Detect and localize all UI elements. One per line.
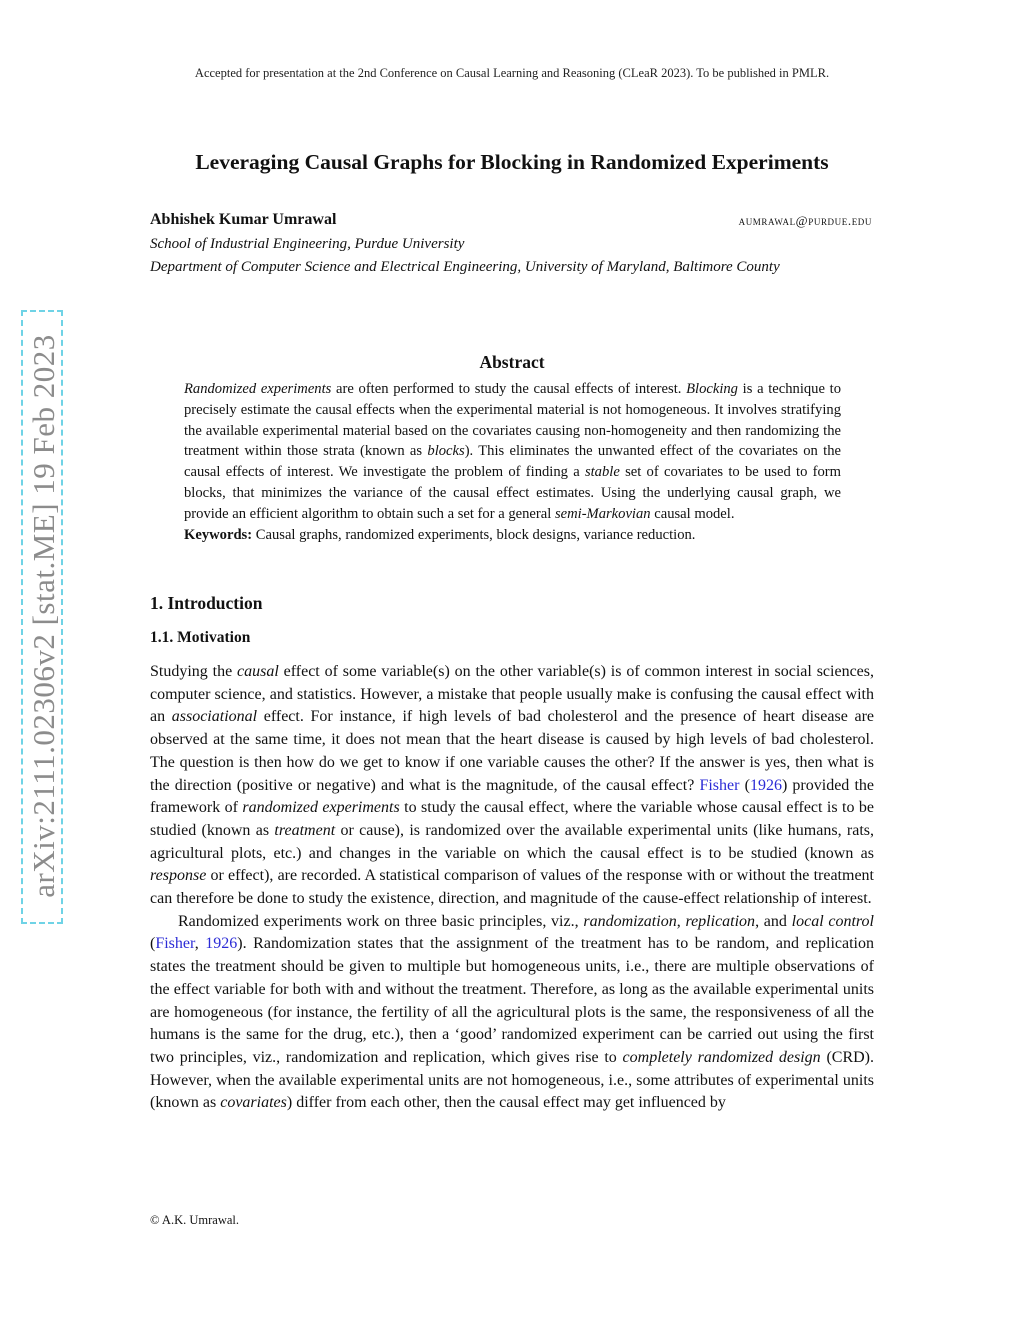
p2-em-randomization: randomization — [583, 912, 677, 930]
subsection-heading-motivation: 1.1. Motivation — [150, 629, 251, 646]
p2-em-local-control: local control — [791, 912, 874, 930]
abstract-em-blocking: Blocking — [686, 381, 738, 397]
p2-cite-sep: , — [194, 935, 206, 953]
intro-paragraph-1 — [150, 661, 874, 911]
abstract-text-1: are often performed to study the causal effects of interest. — [331, 381, 687, 397]
abstract-text-5: causal model. — [650, 505, 735, 522]
p1-em-treatment: treatment — [274, 821, 336, 839]
p1-cite-close: ) — [781, 776, 788, 794]
abstract-text-4: set of covariates to be used to form blocks, that minimizes the variance of the causal effect estimates. Using the underlying causal graph, we provide an efficient algorithm to obtain such a set for a general — [184, 464, 841, 522]
abstract-em-blocks: blocks — [427, 443, 465, 460]
arxiv-identifier[interactable]: arXiv:2111.02306v2 [stat.ME] 19 Feb 2023 — [26, 334, 61, 898]
abstract-text-3: ). This eliminates the unwanted effect of the covariates on the causal effects of interest. We investigate the problem of finding a — [184, 443, 841, 481]
abstract-text-2: is a technique to precisely estimate the causal effects when the experimental material is not homogeneous. It involves stratifying the available experimental material based on the covariates causing non-homogeneity and then randomizing the treatment within those strata (known as — [184, 381, 841, 460]
section-heading-introduction: 1. Introduction — [150, 593, 263, 613]
paper-title: Leveraging Causal Graphs for Blocking in Randomized Experiments — [195, 150, 829, 174]
abstract-em-randomized: Randomized experiments — [184, 381, 332, 397]
abstract-paragraph — [184, 379, 841, 525]
affiliation-umbc: Department of Computer Science and Electrical Engineering, University of Maryland, Baltimore County — [150, 259, 780, 275]
p1-text-b: effect of some variable(s) on the other variable(s) is of common interest in social sciences, computer science, and statistics. However, a mistake that people usually make is confusing the causal effect with an — [150, 663, 874, 726]
p1-em-randomized-experiments: randomized experiments — [242, 799, 400, 817]
p2-em-covariates: covariates — [220, 1094, 287, 1112]
p2-text-e: (CRD). However, when the available experimental units are not homogeneous, i.e., some attributes of experimental units (known as — [150, 1048, 874, 1112]
p2-cite-close: ). — [237, 935, 247, 953]
p2-text-c: , and — [755, 912, 792, 930]
p2-text-f: ) differ from each other, then the causal effect may get influenced by — [286, 1094, 726, 1112]
affiliation-purdue: School of Industrial Engineering, Purdue University — [150, 236, 465, 252]
intro-paragraph-2 — [150, 911, 874, 1115]
p1-text-f: or cause), is randomized over the available experimental units (like humans, rats, agricultural plots, etc.) and changes in the variable on which the causal effect is to be studied (known as — [150, 821, 874, 862]
p1-em-response: response — [150, 867, 207, 885]
p1-em-associational: associational — [171, 708, 258, 726]
abstract-em-stable: stable — [584, 464, 620, 481]
abstract-body — [184, 379, 841, 545]
p1-text-c: effect. For instance, if high levels of bad cholesterol and the presence of heart disease are observed at the same time, it does not mean that the heart disease is caused by high levels of bad cholesterol. The question is then how do we get to know if one variable causes the other? If the answer is yes, then what is the direction (positive or negative) and what is the magnitude, of the causal effect? — [150, 708, 874, 794]
p1-text-d: provided the framework of — [150, 776, 874, 817]
abstract-em-semi-markovian: semi-Markovian — [554, 505, 651, 522]
keywords-label: Keywords: — [184, 526, 253, 543]
citation-fisher-year-2[interactable]: 1926 — [205, 935, 238, 953]
conference-note: Accepted for presentation at the 2nd Conference on Causal Learning and Reasoning (CLeaR 2023). To be published in PMLR. — [194, 66, 830, 80]
p2-text-a: Randomized experiments work on three basic principles, viz., — [178, 912, 584, 930]
keywords-line — [184, 525, 841, 546]
author-name: Abhishek Kumar Umrawal — [150, 211, 337, 228]
p1-cite-open: ( — [739, 776, 750, 794]
p2-text-b: , — [676, 912, 686, 930]
p1-text-g: or effect), are recorded. A statistical comparison of values of the response with or without the treatment can therefore be done to study the existence, direction, and magnitude of the cause-effect relationship of interest. — [150, 867, 874, 908]
keywords-text: Causal graphs, randomized experiments, block designs, variance reduction. — [252, 526, 696, 543]
p1-em-causal: causal — [237, 663, 279, 680]
citation-fisher-year[interactable]: 1926 — [749, 776, 782, 794]
p2-em-replication: replication — [685, 912, 756, 930]
p1-text-a: Studying the — [150, 663, 238, 680]
p2-em-crd: completely randomized design — [622, 1048, 821, 1066]
copyright-footer: © A.K. Umrawal. — [150, 1213, 239, 1227]
p2-text-d: Randomization states that the assignment of the treatment has to be random, and replication states the treatment should be given to multiple but homogeneous units, i.e., there are multiple observations of the effect variable for both with and without the treatment. Therefore, as long as the available experimental units are homogeneous (for instance, the fertility of all the agricultural plots is the same, the responsiveness of all the humans is the same for the drug, etc.), then a ‘good’ randomized experiment can be carried out using the first two principles, viz., randomization and replication, which gives rise to — [150, 935, 875, 1066]
abstract-heading: Abstract — [479, 352, 545, 372]
author-email[interactable]: aumrawal@purdue.edu — [738, 213, 872, 228]
citation-fisher-author[interactable]: Fisher — [699, 776, 740, 794]
p2-cite-open: ( — [150, 935, 156, 953]
citation-fisher-author-2[interactable]: Fisher — [155, 935, 195, 953]
introduction-body — [150, 661, 874, 1115]
p1-text-e: to study the causal effect, where the variable whose causal effect is to be studied (known as — [150, 799, 875, 839]
